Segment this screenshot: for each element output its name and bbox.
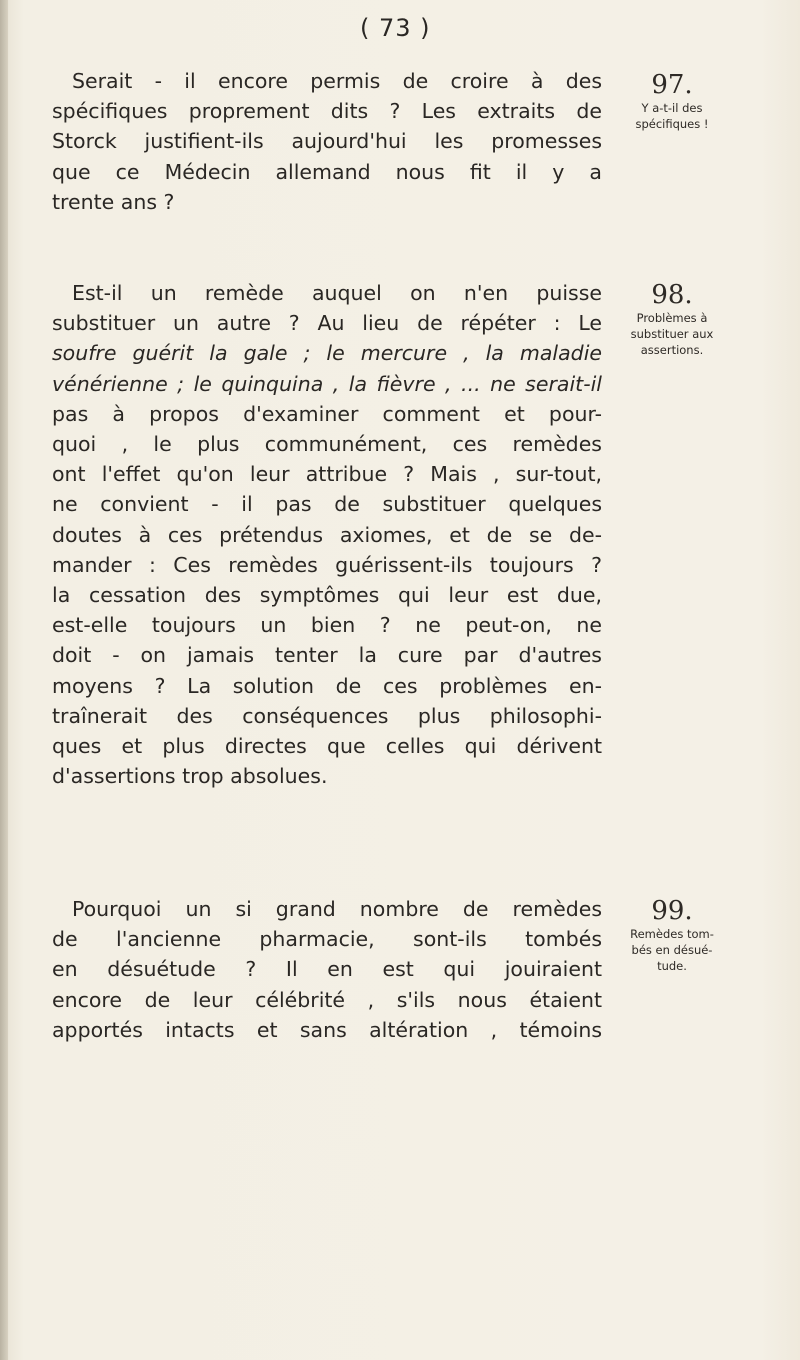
- margin-note-text: substituer aux: [630, 327, 714, 341]
- text-line: ques et plus directes que celles qui dérivent: [52, 734, 602, 759]
- margin-note-text: spécifiques !: [635, 117, 709, 131]
- text-line: que ce Médecin allemand nous fit il y a: [52, 159, 602, 184]
- text-line: trente ans ?: [52, 189, 175, 214]
- text-line: [52, 96, 602, 126]
- text-line: Pourquoi un si grand nombre de remèdes: [72, 897, 602, 921]
- text-line-content: spécifiques proprement dits ? Les extraits de: [52, 99, 602, 124]
- text-line: pas à propos d'examiner comment et pour-: [52, 401, 602, 426]
- margin-note-text: Problèmes à: [636, 311, 708, 325]
- paragraph-99: [52, 894, 602, 1045]
- margin-note-text: bés en désué-: [631, 943, 713, 957]
- margin-note-99: [604, 896, 740, 974]
- text-line: substituer un autre ? Au lieu de répéter : Le: [52, 311, 602, 336]
- text-line: Storck justifient-ils aujourd'hui les promesses: [52, 129, 602, 154]
- page-number: ( 73 ): [360, 14, 431, 42]
- margin-note-number: 98.: [651, 280, 693, 310]
- text-line: vénérienne ; le quinquina , la fièvre , ... ne serait-il: [52, 371, 602, 396]
- text-line: doutes à ces prétendus axiomes, et de se de-: [52, 522, 602, 547]
- margin-note-text: Y a-t-il des: [641, 101, 703, 115]
- text-line: Serait - il encore permis de croire à des: [72, 69, 602, 93]
- margin-note-number: 99.: [651, 896, 693, 926]
- margin-note-97: [604, 70, 740, 132]
- text-line: en désuétude ? Il en est qui jouiraient: [52, 957, 602, 982]
- margin-note-text: assertions.: [640, 343, 704, 357]
- text-line: quoi , le plus communément, ces remèdes: [52, 432, 602, 457]
- text-line: doit - on jamais tenter la cure par d'autres: [52, 643, 602, 668]
- text-line: est-elle toujours un bien ? ne peut-on, ne: [52, 613, 602, 638]
- text-line: la cessation des symptômes qui leur est due,: [52, 583, 602, 608]
- text-line: traînerait des conséquences plus philosophi-: [52, 703, 602, 728]
- text-line: apportés intacts et sans altération , témoins: [52, 1017, 602, 1042]
- text-line: mander : Ces remèdes guérissent-ils toujours ?: [52, 552, 602, 577]
- text-line: Est-il un remède auquel on n'en puisse: [72, 281, 602, 305]
- text-line: moyens ? La solution de ces problèmes en-: [52, 673, 602, 698]
- margin-note-text: Remèdes tom-: [630, 927, 714, 941]
- text-line: encore de leur célébrité , s'ils nous étaient: [52, 987, 602, 1012]
- text-line: de l'ancienne pharmacie, sont-ils tombés: [52, 927, 602, 952]
- paragraph-98: [52, 278, 602, 791]
- paragraph-97: [52, 66, 602, 217]
- text-line: ne convient - il pas de substituer quelques: [52, 492, 602, 517]
- text-line: d'assertions trop absolues.: [52, 764, 328, 789]
- margin-note-98: [604, 280, 740, 358]
- text-line: ont l'effet qu'on leur attribue ? Mais , sur-tout,: [52, 462, 602, 487]
- text-line: soufre guérit la gale ; le mercure , la maladie: [52, 341, 602, 366]
- page-binding-edge: [0, 0, 8, 1360]
- margin-note-text: tude.: [657, 959, 687, 973]
- margin-note-number: 97.: [651, 70, 693, 100]
